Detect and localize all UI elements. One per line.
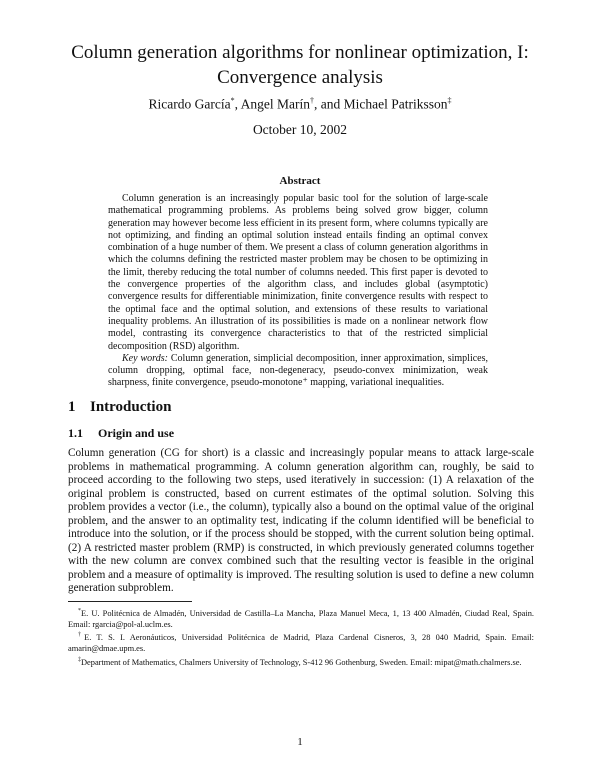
footnote-mark: ‡ xyxy=(78,657,81,663)
author-name: Michael Patriksson xyxy=(343,96,448,112)
body-paragraph xyxy=(68,447,534,596)
footnote xyxy=(68,655,534,668)
section-number: 1 xyxy=(68,399,76,415)
keywords-paragraph xyxy=(108,353,488,390)
paper-title xyxy=(60,40,540,90)
keywords-label: Key words: xyxy=(122,352,168,364)
footnote xyxy=(68,630,534,655)
author-list xyxy=(60,96,540,113)
body-text: Column generation (CG for short) is a classic and increasingly popular means to attack large-scale problems in mathematical programming. A column generation algorithm can, roughly, be said to proceed according to the following two steps, used iteratively in succession: (1) A relaxation of the original problem is constructed, based on current estimates of the optimal solution. Solving this problem provides a vector (i.e., the column), typically also a bound on the optimal value of the original problem, and the answer to an optimality test, indicating if the column identified will be beneficial to introduce into the solution, or if the process should be stopped, with the current solution being optimal. (2) A restricted master problem (RMP) is constructed, in which previously generated columns together with the new column are convex combined such that the resulting vector is feasible in the original problem and a measure of optimality is improved. The resulting solution is used to define a new column generation subproblem. xyxy=(68,447,534,594)
title-line-2: Convergence analysis xyxy=(217,67,383,88)
abstract-heading: Abstract xyxy=(279,175,321,187)
author-separator: , and xyxy=(313,96,344,112)
page-number: 1 xyxy=(297,736,303,748)
author-footnote-mark: * xyxy=(230,96,235,105)
footnote-mark: * xyxy=(78,608,81,614)
section-title: Introduction xyxy=(90,399,172,415)
footnote xyxy=(68,606,534,631)
subsection-heading xyxy=(68,426,174,441)
abstract-text: Column generation is an increasingly popular basic tool for the solution of large-scale mathematical programming problems. As problems being solved grow bigger, column generation may however become less efficient in its present form, where columns typically are not optimizing, and finding an optimal solution instead entails finding an optimal convex combination of a huge number of them. We present a class of column generation algorithms in which the columns defining the restricted master problem may be chosen to be optimizing in the limit, thereby reducing the total number of columns needed. This first paper is devoted to the convergence properties of the algorithm class, and includes global (asymptotic) convergence results for differentiable minimization, finite convergence results with respect to the optimal face and the optimal solution, and extensions of these results to variational inequality problems. An illustration of its possibilities is made on a nonlinear network flow model, contrasting its convergence characteristics to that of the restricted simplicial decomposition (RSD) algorithm. xyxy=(108,193,488,352)
footnote-text: E. T. S. I. Aeronáuticos, Universidad Politécnica de Madrid, Plaza Cardenal Cisneros, 3, 28 040 Madrid, Spain. Email: amarin@dmae.upm.es. xyxy=(68,632,534,654)
footnote-rule xyxy=(68,601,192,602)
paper-date: October 10, 2002 xyxy=(252,122,348,137)
author-footnote-mark: † xyxy=(309,96,314,105)
section-heading xyxy=(68,399,171,416)
title-line-1: Column generation algorithms for nonlinear optimization, I: xyxy=(71,42,529,63)
footnote-mark: † xyxy=(78,632,85,638)
author-separator: , xyxy=(234,96,241,112)
author-name: Angel Marín xyxy=(240,96,310,112)
author-name: Ricardo García xyxy=(148,96,231,112)
footnote-text: Department of Mathematics, Chalmers University of Technology, S-412 96 Gothenburg, Sweden. Email: mipat@math.chalmers.se. xyxy=(81,657,522,667)
footnote-text: E. U. Politécnica de Almadén, Universidad de Castilla–La Mancha, Plaza Manuel Meca, 1, 13 400 Almadén, Ciudad Real, Spain. Email: rgarcia@pol-al.uclm.es. xyxy=(68,608,534,630)
keywords-text: Column generation, simplicial decomposition, inner approximation, simplices, column dropping, optimal face, non-degeneracy, pseudo-convex minimization, weak sharpness, finite convergence, pseudo-monotone⁺ mapping, variational inequalities. xyxy=(108,352,489,389)
abstract-block xyxy=(108,193,488,390)
subsection-title: Origin and use xyxy=(98,426,175,440)
author-footnote-mark: ‡ xyxy=(447,96,452,105)
subsection-number: 1.1 xyxy=(68,426,83,440)
